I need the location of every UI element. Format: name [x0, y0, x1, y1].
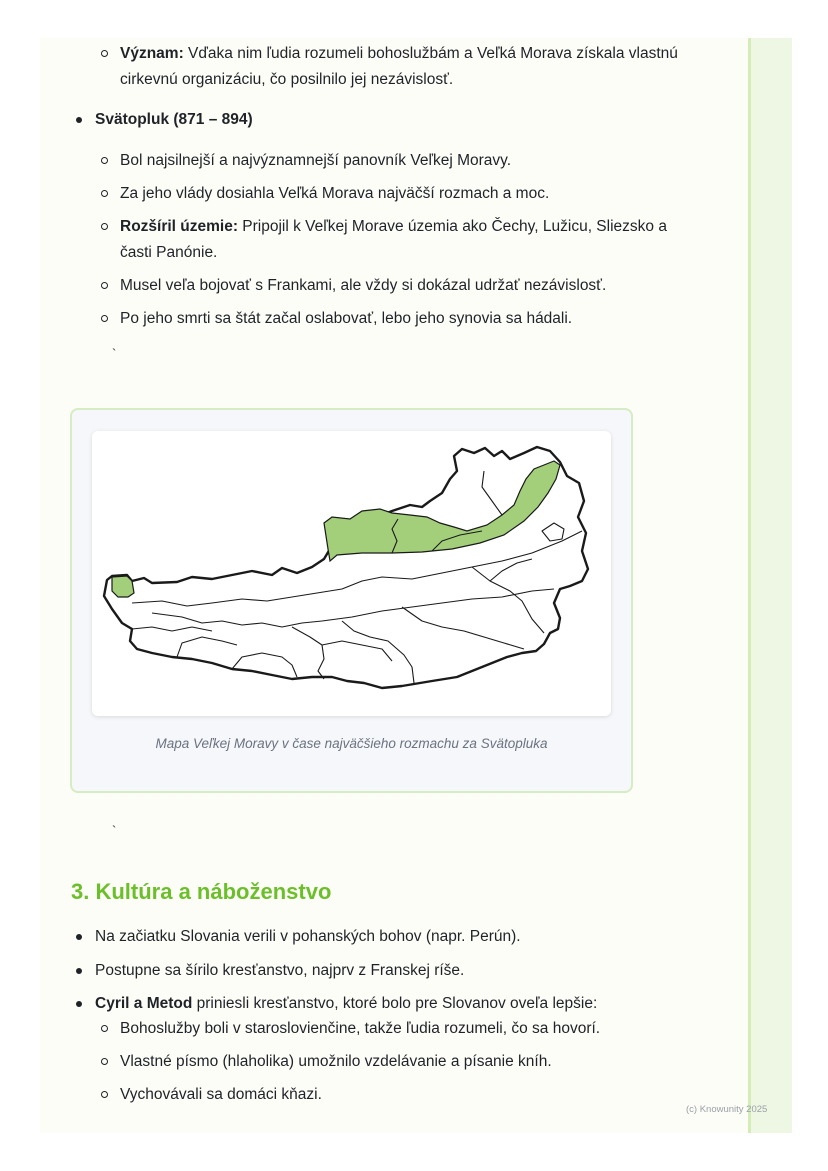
- map-figure: [70, 408, 633, 793]
- item-text: Na začiatku Slovania verili v pohanských bohov (napr. Perún).: [95, 928, 521, 945]
- item-text: Bol najsilnejší a najvýznamnejší panovník Veľkej Moravy.: [120, 152, 512, 169]
- item-text: Postupne sa šírilo kresťanstvo, najprv z Franskej ríše.: [95, 962, 465, 979]
- item-text: priniesli kresťanstvo, ktoré bolo pre Slovanov oveľa lepšie:: [192, 995, 598, 1012]
- list-item: [120, 273, 680, 299]
- item-text: Po jeho smrti sa štát začal oslabovať, lebo jeho synovia sa hádali.: [120, 310, 573, 327]
- item-label: Cyril a Metod: [95, 995, 193, 1012]
- item-label: Význam:: [120, 45, 184, 62]
- list-item: [120, 148, 680, 174]
- list-item: [95, 958, 715, 984]
- moravia-highlight-west: [112, 576, 134, 597]
- list-item: [120, 181, 680, 207]
- item-text: Vlastné písmo (hlaholika) umožnilo vzdelávanie a písanie kníh.: [120, 1053, 552, 1070]
- list-item: [120, 1049, 680, 1075]
- list-item: [120, 1016, 680, 1042]
- great-moravia-map: [92, 431, 611, 716]
- item-label: Rozšíril územie:: [120, 218, 238, 235]
- map-outline: [104, 447, 588, 688]
- map-caption: Mapa Veľkej Moravy v čase najväčšieho rozmachu za Svätopluka: [155, 736, 548, 751]
- item-text: Pripojil k Veľkej Morave územia ako Čechy, Lužicu, Sliezsko a časti Panónie.: [120, 218, 667, 261]
- list-item-rozsiril: [120, 214, 680, 266]
- separator-mark: `: [112, 346, 117, 361]
- sidebar-strip: [748, 38, 792, 1133]
- item-text: Za jeho vlády dosiahla Veľká Morava najväčší rozmach a moc.: [120, 185, 550, 202]
- list-item-svatopluk: [95, 107, 715, 133]
- map-card: [92, 431, 611, 716]
- item-title: Svätopluk (871 – 894): [95, 111, 253, 128]
- list-item: [120, 1082, 680, 1108]
- list-item-vyznam: [120, 41, 680, 93]
- item-text: Bohoslužby boli v staroslovienčine, takže ľudia rozumeli, čo sa hovorí.: [120, 1020, 601, 1037]
- section-heading: 3. Kultúra a náboženstvo: [71, 879, 332, 904]
- list-item: [95, 924, 715, 950]
- item-text: Musel veľa bojovať s Frankami, ale vždy si dokázal udržať nezávislosť.: [120, 277, 607, 294]
- copyright-text: (c) Knowunity 2025: [686, 1104, 768, 1115]
- item-text: Vychovávali sa domáci kňazi.: [120, 1086, 322, 1103]
- document-page: [40, 38, 748, 1133]
- item-text: Vďaka nim ľudia rozumeli bohoslužbám a Veľká Morava získala vlastnú cirkevnú organizáciu, čo posilnilo jej nezávislosť.: [120, 45, 678, 88]
- list-item: [120, 306, 680, 332]
- list-item-cyril-metod: [95, 991, 715, 1017]
- separator-mark: `: [112, 823, 117, 838]
